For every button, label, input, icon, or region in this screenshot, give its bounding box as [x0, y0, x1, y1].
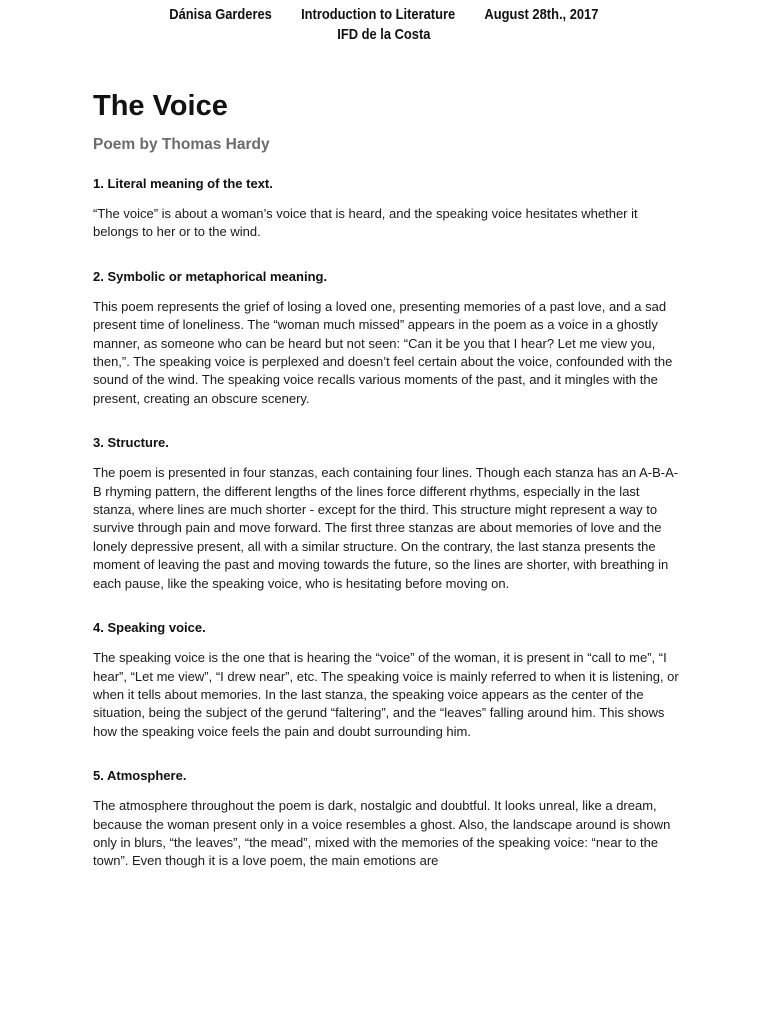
section-literal-meaning	[93, 175, 683, 242]
section-paragraph: The speaking voice is the one that is hearing the “voice” of the woman, it is present in “call to me”, “I hear”, “Let me view”, “I drew near”, etc. The speaking voice is mainly referred to when it is listening, or when it tells about memories. In the last stanza, the speaking voice appears as the center of the situation, being the subject of the gerund “faltering”, and the “leaves” falling around him. This shows how the speaking voice feels the pain and doubt surrounding him.	[93, 650, 679, 739]
document-body	[93, 86, 683, 871]
header-author: Dánisa Garderes	[169, 6, 272, 23]
section-paragraph: The poem is presented in four stanzas, each containing four lines. Though each stanza has an A-B-A-B rhyming pattern, the different lengths of the lines force different rhythms, especially in the last stanza, where lines are much shorter - except for the third. This structure might represent a way to survive through pain and move forward. The first three stanzas are about memories of love and the lonely depressive present, all with a similar structure. On the contrary, the last stanza presents the moment of leaving the past and moving towards the future, so the lines are shorter, with breathing in each pause, like the speaking voice, who is hesitating before moving on.	[93, 465, 679, 591]
section-heading: 2. Symbolic or metaphorical meaning.	[93, 268, 328, 284]
document-title: The Voice	[93, 90, 228, 122]
section-speaking-voice	[93, 619, 683, 741]
section-symbolic-meaning	[93, 268, 683, 408]
section-heading: 3. Structure.	[93, 435, 169, 451]
section-heading: 1. Literal meaning of the text.	[93, 176, 273, 191]
header-line	[54, 5, 714, 25]
page-header	[54, 5, 714, 45]
section-structure	[93, 434, 683, 593]
section-atmosphere	[93, 767, 683, 871]
document-subtitle: Poem by Thomas Hardy	[93, 136, 270, 153]
section-paragraph: The atmosphere throughout the poem is dark, nostalgic and doubtful. It looks unreal, like a dream, because the woman present only in a voice resembles a ghost. Also, the landscape around is shown only in blurs, “the leaves”, “the mead”, mixed with the memories of the speaking voice: “near to the town”. Even though it is a love poem, the main emotions are	[93, 798, 671, 869]
section-paragraph: This poem represents the grief of losing a loved one, presenting memories of a past love, and a sad present time of loneliness. The “woman much missed” appears in the poem as a voice in a ghostly manner, as someone who can be heard but not seen: “Can it be you that I hear? Let me view you, then,”. The speaking voice is perplexed and doesn’t feel certain about the voice, confounded with the sound of the wind. The speaking voice recalls various moments of the past, and it mingles with the present, creating an obscure scenery.	[93, 298, 673, 406]
section-heading: 4. Speaking voice.	[93, 620, 206, 636]
section-heading: 5. Atmosphere.	[93, 768, 187, 784]
header-institution: IFD de la Costa	[337, 26, 431, 43]
header-date: August 28th., 2017	[484, 6, 599, 23]
header-course: Introduction to Literature	[301, 6, 456, 23]
section-paragraph: “The voice” is about a woman’s voice that is heard, and the speaking voice hesitates whether it belongs to her or to the wind.	[93, 206, 638, 240]
